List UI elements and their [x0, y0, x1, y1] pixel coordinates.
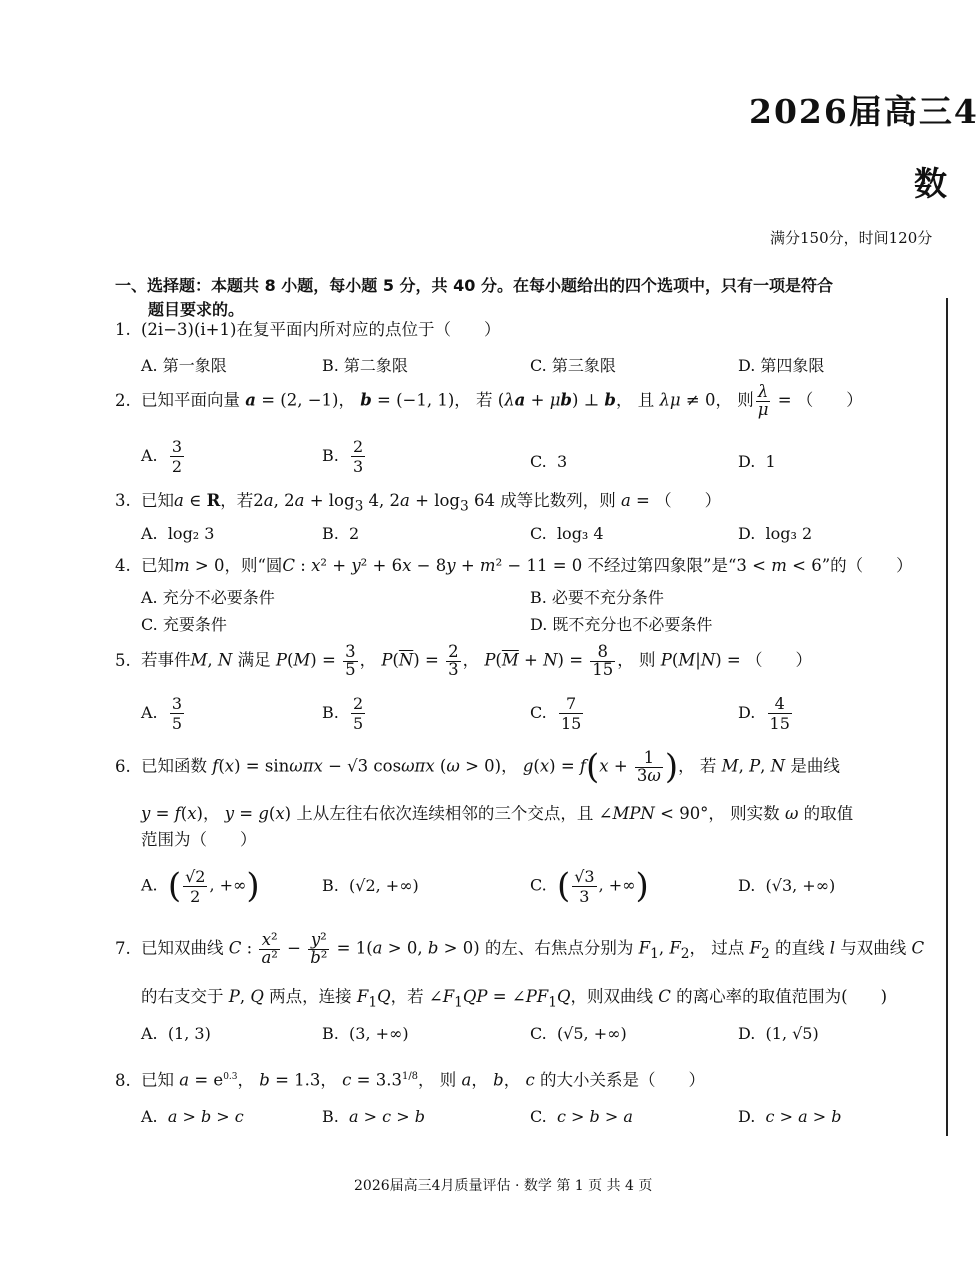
q3-option-c[interactable]: C. log₃ 4: [530, 524, 604, 543]
q6-option-d[interactable]: D. (√3, +∞): [738, 876, 836, 895]
q1-option-a[interactable]: A. 第一象限: [141, 356, 227, 375]
section-heading-cont: 题目要求的。: [148, 300, 245, 319]
q1-stem: 在复平面内所对应的点位于（ ）: [236, 320, 501, 339]
q8-option-c[interactable]: C. c > b > a: [530, 1107, 633, 1126]
q2-option-c[interactable]: C. 3: [530, 452, 568, 471]
q1-expr: (2i−3)(i+1): [141, 320, 237, 339]
q6-option-c[interactable]: C. ( $\frac{√3}{3}$ , +∞): [530, 866, 649, 906]
page-footer: 2026届高三4月质量评估 · 数学 第 1 页 共 4 页: [354, 1178, 653, 1194]
q7-option-d[interactable]: D. (1, √5): [738, 1024, 819, 1043]
question-2: 2. 已知平面向量 a = (2, −1)， b = (−1, 1)， 若 (λa + μb) ⊥ b， 且 λμ ≠ 0， 则 $\frac{\lambda}{\mu}$ = （ ）: [115, 382, 863, 419]
q7-option-c[interactable]: C. (√5, +∞): [530, 1024, 627, 1043]
q7-option-b[interactable]: B. (3, +∞): [322, 1024, 409, 1043]
question-7: 7. 已知双曲线 C : $\frac{\text{x²}}{\text{a²}}$ − $\frac{\text{y²}}{\text{b²}}$ = 1(a > 0, b > 0) 的左、右焦点分别为 $F_1$, $F_2$， 过点 $F_2$ 的直线 l 与双曲线 C: [115, 930, 925, 967]
exam-title: 2026届高三4: [749, 92, 979, 131]
question-3: 3. 已知a ∈ R，若2a, $2a + \log_3 4$, $2a + \log_3 64$ 成等比数列，则 a = （ ）: [115, 491, 722, 515]
question-6-line2: y = f(x)， y = g(x) 上从左往右依次连续相邻的三个交点，且 ∠MPN < 90°， 则实数 ω 的取值: [141, 804, 854, 823]
q2-option-a[interactable]: A. $\frac{3}{2}$: [141, 437, 182, 476]
q8-option-d[interactable]: D. c > a > b: [738, 1107, 842, 1126]
subject-title: 数: [914, 164, 947, 203]
q6-option-b[interactable]: B. (√2, +∞): [322, 876, 419, 895]
q4-option-b[interactable]: B. 必要不充分条件: [530, 588, 664, 607]
question-6: 6. 已知函数 f(x) = sinωπx − √3 cosωπx (ω > 0)， g(x) = f(x + $\frac{1}{3\omega}$ )， 若 M, P, N 是曲线: [115, 747, 840, 787]
question-1: [115, 322, 500, 339]
q4-option-d[interactable]: D. 既不充分也不必要条件: [530, 615, 713, 634]
question-7-line2: 的右支交于 P, Q 两点，连接 $F_1Q$，若 $\angle F_1QP$ = $\angle PF_1Q$，则双曲线 C 的离心率的取值范围为( ): [141, 987, 888, 1011]
question-4: 4. 已知m > 0，则“圆C : x² + y² + 6x − 8y + m² − 11 = 0 不经过第四象限”是“3 < m < 6”的（ ）: [115, 556, 913, 575]
q6-option-a[interactable]: A. ( $\frac{√2}{2}$ , +∞): [141, 866, 260, 906]
q5-option-a[interactable]: A. $\frac{3}{5}$: [141, 694, 182, 733]
q5-option-d[interactable]: D. $\frac{4}{15}$: [738, 694, 790, 733]
q5-option-b[interactable]: B. $\frac{2}{5}$: [322, 694, 364, 733]
q1-option-d[interactable]: D. 第四象限: [738, 356, 825, 375]
section-heading: 一、选择题：本题共 8 小题，每小题 5 分，共 40 分。在每小题给出的四个选项中，只有一项是符合: [115, 276, 833, 295]
q7-option-a[interactable]: A. (1, 3): [141, 1024, 211, 1043]
q4-option-a[interactable]: A. 充分不必要条件: [141, 588, 275, 607]
q5-option-c[interactable]: C. $\frac{7}{15}$: [530, 694, 582, 733]
q3-option-a[interactable]: A. log₂ 3: [141, 524, 215, 543]
question-5: 5. 若事件M, N 满足 P(M) = $\frac{3}{5}$ ， $P(\overline{N})$ = $\frac{2}{3}$ ， $P(\overline{M} + N)$ = $\frac{8}{15}$ ， 则 P(M|N) = （ ）: [115, 642, 813, 679]
page-edge-line: [946, 298, 948, 1136]
q2-option-b[interactable]: B. $\frac{2}{3}$: [322, 437, 364, 476]
q2-option-d[interactable]: D. 1: [738, 452, 776, 471]
question-number: 2.: [115, 390, 131, 410]
q3-option-b[interactable]: B. 2: [322, 524, 360, 543]
question-number: 1.: [115, 320, 131, 339]
q4-option-c[interactable]: C. 充要条件: [141, 615, 227, 634]
q8-option-b[interactable]: B. a > c > b: [322, 1107, 425, 1126]
q1-option-c[interactable]: C. 第三象限: [530, 356, 616, 375]
q3-option-d[interactable]: D. log₃ 2: [738, 524, 813, 543]
question-6-line3: 范围为（ ）: [141, 830, 257, 849]
question-8: 8. 已知 $a = e^{0.3}$， b = 1.3， $c = 3.3^{1/8}$， 则 a， b， c 的大小关系是（ ）: [115, 1070, 705, 1090]
exam-meta: 满分150分，时间120分: [770, 229, 933, 247]
q8-option-a[interactable]: A. a > b > c: [141, 1107, 244, 1126]
q1-option-b[interactable]: B. 第二象限: [322, 356, 408, 375]
